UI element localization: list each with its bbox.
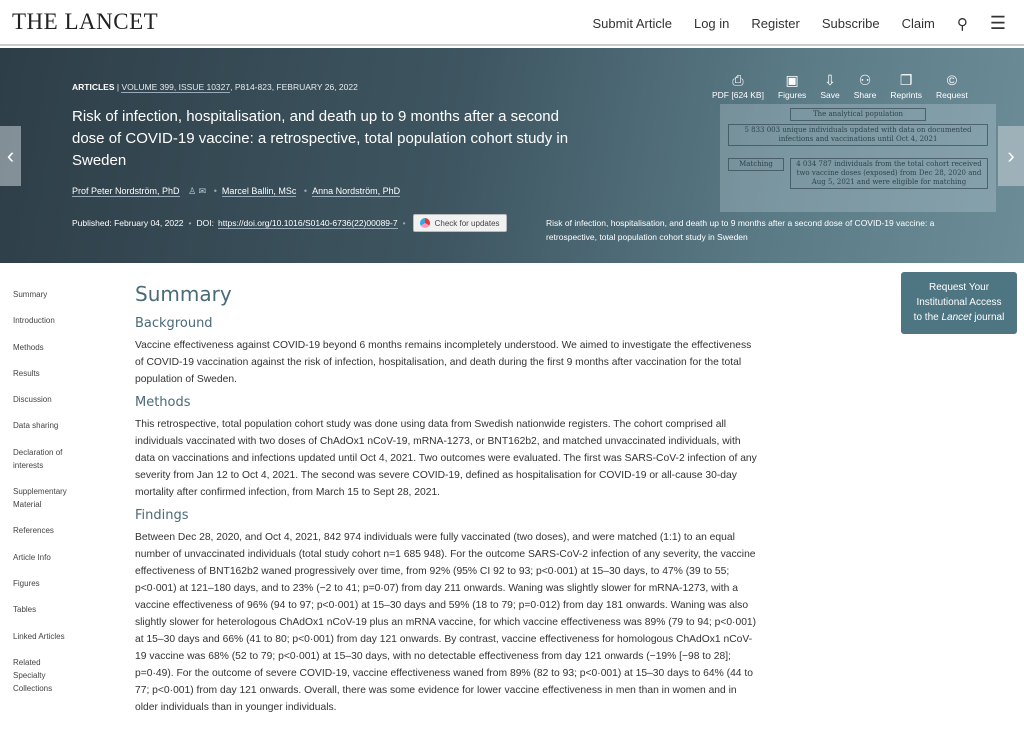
- tool-label: Save: [820, 90, 840, 100]
- sidebar-item-results[interactable]: Results: [13, 368, 40, 378]
- figure-caption[interactable]: Risk of infection, hospitalisation, and death up to 9 months after a second dose of COVID-19 vaccine: a retrospective, total population cohort study in Sweden: [546, 218, 935, 242]
- section-nav: [13, 288, 83, 708]
- tool-label: Figures: [777, 90, 807, 100]
- sidebar-item-tables[interactable]: Tables: [13, 605, 37, 615]
- methods-text: This retrospective, total population cohort study was done using data from Swedish nationwide registers. The cohort comprised all individuals vaccinated with two doses of ChAdOx1 nCoV-19, mRNA-1273, or BNT162b2, and matched unvaccinated individuals, with data on vaccinations and infections updated until Oct 4, 2021. Two outcomes were evaluated. The first was SARS-CoV-2 infection of any severity from Jan 12 to Oct 4, 2021. The second was severe COVID-19, defined as hospitalisation for COVID-19 or all-cause 30-day mortality after confirmed infection, from March 15 to Sept 28, 2021.: [135, 419, 757, 498]
- volume-link[interactable]: VOLUME 399, ISSUE 10327: [121, 82, 231, 92]
- figure-box: Matching: [728, 158, 784, 171]
- share-button[interactable]: [854, 70, 877, 100]
- access-text: to the: [913, 312, 942, 323]
- article-meta: ARTICLES | VOLUME 399, ISSUE 10327, P814-823, FEBRUARY 26, 2022: [72, 82, 358, 92]
- email-icon[interactable]: ✉: [198, 186, 207, 196]
- share-icon: ⚇: [858, 72, 872, 88]
- institutional-access-button[interactable]: [901, 272, 1017, 334]
- search-icon[interactable]: ⚲: [956, 15, 968, 33]
- article-tools: [712, 70, 982, 100]
- background-heading: Background: [135, 316, 213, 331]
- doi-link[interactable]: https://doi.org/10.1016/S0140-6736(22)00089-7: [218, 217, 398, 228]
- pdf-button[interactable]: [712, 70, 764, 100]
- save-icon: ⇩: [824, 72, 836, 88]
- figures-button[interactable]: [778, 70, 806, 100]
- pages: , P814-823, FEBRUARY 26, 2022: [230, 82, 358, 92]
- previous-article-arrow[interactable]: [0, 126, 21, 186]
- access-line: [901, 310, 1017, 325]
- article-title: Risk of infection, hospitalisation, and death up to 9 months after a second dose of COVID-19 vaccine: a retrospective, total population cohort study in Sweden: [72, 108, 569, 169]
- sidebar-item-article-info[interactable]: Article Info: [13, 552, 51, 562]
- top-nav: [570, 13, 1006, 34]
- reprints-button[interactable]: [890, 70, 922, 100]
- sidebar-item-references[interactable]: References: [13, 526, 54, 536]
- article-type: ARTICLES: [72, 82, 115, 92]
- figure-box: The analytical population: [790, 108, 926, 121]
- figures-icon: ▣: [785, 72, 799, 88]
- published-label: Published:: [72, 218, 112, 228]
- doi-label: DOI:: [196, 218, 215, 228]
- sidebar-item-linked-articles[interactable]: Linked Articles: [13, 631, 65, 641]
- sidebar-item-summary[interactable]: Summary: [13, 290, 48, 299]
- sidebar-item-data-sharing[interactable]: Data sharing: [13, 421, 59, 431]
- author-link[interactable]: Prof Peter Nordström, PhD: [72, 186, 180, 196]
- author-link[interactable]: Marcel Ballin, MSc: [221, 186, 297, 196]
- crossmark-icon: [420, 218, 430, 228]
- figure-thumbnail[interactable]: [720, 104, 996, 212]
- tool-label: PDF [624 KB]: [712, 90, 764, 100]
- figure-box: 4 034 787 individuals from the total cohort received two vaccine doses (exposed) from Dec 28, 2020 and Aug 5, 2021 and were eligible for matching: [790, 158, 988, 189]
- findings-text: Between Dec 28, 2020, and Oct 4, 2021, 842 974 individuals were fully vaccinated (two doses), and were matched (1:1) to an equal number of unvaccinated individuals (total study cohort n=1 685 948). For the outcome SARS-CoV-2 infection of any severity, the vaccine effectiveness of BNT162b2 waned progressively over time, from 92% (95% CI 92 to 93; p<0·001) at 15–30 days, to 47% (39 to 55; p<0·001) at 121–180 days, and to 23% (−2 to 41; p=0·07) from day 211 onwards. Waning was slightly slower for mRNA-1273, with a vaccine effectiveness of 96% (94 to 97; p<0·001) at 15–30 days and 59% (18 to 79; p=0·012) from day 181 onwards. Waning was also slightly slower for heterologous ChAdOx1 nCoV-19 plus an mRNA vaccine, for which vaccine effectiveness was 89% (79 to 94; p<0·001) at 15–30 days and 66% (41 to 80; p<0·001) from day 121 onwards. By contrast, vaccine effectiveness for homologous ChAdOx1 nCoV-19 vaccine was 68% (52 to 79; p<0·001) at 15–30 days, with no detectable effectiveness from day 121 onwards (−19% [−98 to 28]; p=0·49). For the outcome of severe COVID-19, vaccine effectiveness waned from 89% (82 to 93; p<0·001) at 15–30 days to 64% (44 to 77; p<0·001) from day 121 onwards. Overall, there was some evidence for lower vaccine effectiveness in men than in women and in older individuals than in younger individuals.: [135, 532, 757, 713]
- sidebar-item-discussion[interactable]: Discussion: [13, 395, 52, 405]
- sidebar-item-declaration[interactable]: Declaration of interests: [13, 447, 63, 470]
- author-link[interactable]: Anna Nordström, PhD: [312, 186, 401, 196]
- tool-label: Request: [936, 90, 968, 100]
- sidebar-item-methods[interactable]: Methods: [13, 342, 44, 352]
- check-for-updates-button[interactable]: [413, 214, 507, 232]
- sidebar-item-supplementary[interactable]: Supplementary Material: [13, 487, 67, 510]
- article-body: [135, 282, 760, 723]
- nav-subscribe[interactable]: Subscribe: [821, 16, 880, 31]
- tool-label: Reprints: [890, 90, 923, 100]
- background-text: Vaccine effectiveness against COVID-19 beyond 6 months remains incompletely understood. We aimed to investigate the effectiveness of COVID-19 vaccination against the risk of infection, hospitalisation, and death during the first 9 months after vaccination for the total population of Sweden.: [135, 340, 752, 385]
- summary-heading: Summary: [135, 282, 232, 306]
- chevron-left-icon: ‹: [6, 143, 15, 168]
- nav-claim[interactable]: Claim: [901, 16, 935, 31]
- lancet-logo[interactable]: THE LANCET: [12, 9, 159, 34]
- copyright-icon: ©: [946, 72, 958, 88]
- access-journal-name: Lancet: [941, 312, 972, 323]
- person-icon[interactable]: ♙: [188, 186, 197, 196]
- methods-heading: Methods: [135, 395, 191, 410]
- sidebar-item-introduction[interactable]: Introduction: [13, 316, 55, 326]
- published-date: February 04, 2022: [114, 218, 184, 228]
- next-article-arrow[interactable]: [998, 126, 1024, 186]
- pdf-icon: ⎙: [732, 72, 744, 88]
- tool-label: Share: [853, 90, 877, 100]
- findings-heading: Findings: [135, 508, 189, 523]
- chevron-right-icon: ›: [1007, 143, 1015, 168]
- check-updates-label: Check for updates: [434, 218, 500, 228]
- top-bar: [0, 0, 1024, 46]
- publication-info: Published: February 04, 2022 • DOI: https://doi.org/10.1016/S0140-6736(22)00089-7 • Check for updates: [72, 214, 507, 232]
- sidebar-item-related-collections[interactable]: Related Specialty Collections: [13, 657, 53, 693]
- save-button[interactable]: [820, 70, 839, 100]
- access-text: journal: [971, 312, 1005, 323]
- article-header: [0, 48, 1024, 263]
- request-button[interactable]: [936, 70, 968, 100]
- sidebar-item-figures[interactable]: Figures: [13, 578, 40, 588]
- nav-log-in[interactable]: Log in: [693, 16, 730, 31]
- nav-register[interactable]: Register: [751, 16, 800, 31]
- reprints-icon: ❐: [899, 72, 913, 88]
- access-line: Institutional Access: [916, 297, 1002, 308]
- menu-icon[interactable]: ☰: [989, 13, 1006, 33]
- nav-submit-article[interactable]: Submit Article: [592, 16, 672, 31]
- author-list: Prof Peter Nordström, PhD ♙ ✉ • Marcel Ballin, MSc • Anna Nordström, PhD: [72, 186, 401, 196]
- figure-box: 5 833 003 unique individuals updated with data on documented infections and vaccinations until Oct 4, 2021: [728, 124, 988, 146]
- access-line: Request Your: [928, 282, 990, 293]
